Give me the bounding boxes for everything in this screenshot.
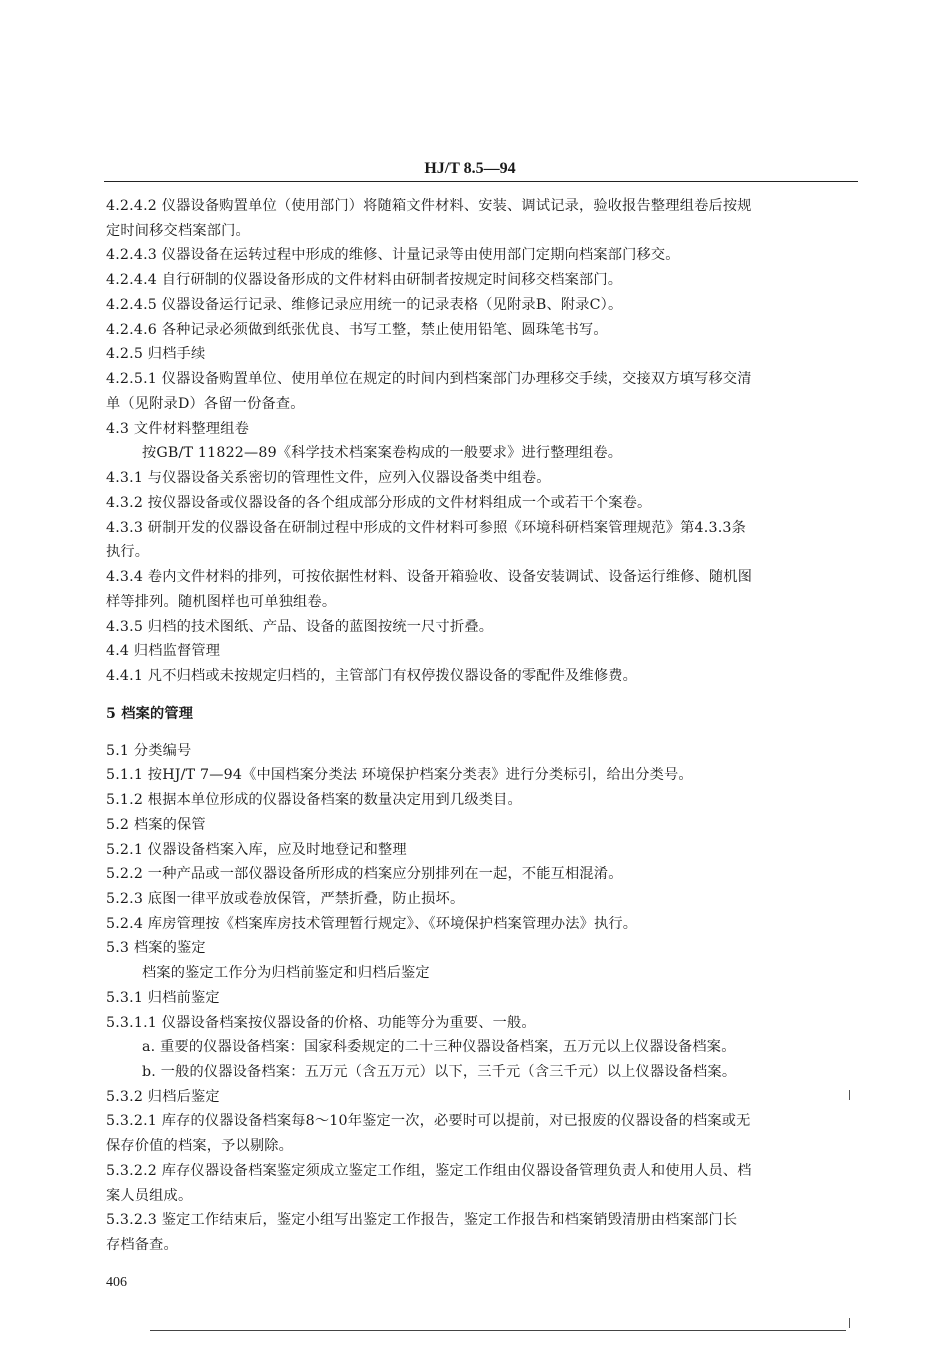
header-rule: [104, 181, 858, 182]
section-heading: 5.3 档案的鉴定: [106, 940, 206, 956]
section-heading: 4.4 归档监督管理: [106, 643, 221, 659]
section-heading: 5.1 分类编号: [106, 743, 192, 759]
text-line: 4.3.5 归档的技术图纸、产品、设备的蓝图按统一尺寸折叠。: [106, 619, 494, 635]
section-heading: 4.3 文件材料整理组卷: [106, 421, 249, 437]
text-line: 保存价值的档案，予以剔除。: [106, 1138, 294, 1154]
text-line: 4.3.1 与仪器设备关系密切的管理性文件，应列入仪器设备类中组卷。: [106, 470, 551, 486]
text-line: 4.2.4.6 各种记录必须做到纸张优良、书写工整，禁止使用铅笔、圆珠笔书写。: [106, 322, 608, 338]
chapter-heading: 5 档案的管理: [106, 706, 194, 722]
document-header: HJ/T 8.5—94: [424, 160, 516, 177]
section-heading: 5.3.2 归档后鉴定: [106, 1089, 220, 1105]
text-line: 5.3.1.1 仪器设备档案按仪器设备的价格、功能等分为重要、一般。: [106, 1015, 536, 1031]
text-line: 按GB/T 11822—89《科学技术档案案卷构成的一般要求》进行整理组卷。: [142, 445, 623, 461]
text-line: 5.1.2 根据本单位形成的仪器设备档案的数量决定用到几级类目。: [106, 792, 522, 808]
text-line: 5.3.2.2 库存仪器设备档案鉴定须成立鉴定工作组，鉴定工作组由仪器设备管理负责人和使用人员、档: [106, 1163, 752, 1179]
scan-edge-line: [150, 1330, 846, 1331]
text-line: 4.3.2 按仪器设备或仪器设备的各个组成部分形成的文件材料组成一个或若干个案卷。: [106, 495, 652, 511]
text-line: 4.3.3 研制开发的仪器设备在研制过程中形成的文件材料可参照《环境科研档案管理规范》第4.3.3条: [106, 520, 747, 536]
text-line: 5.2.2 一种产品或一部仪器设备所形成的档案应分别排列在一起，不能互相混淆。: [106, 866, 623, 882]
text-line: 样等排列。随机图样也可单独组卷。: [106, 594, 337, 610]
text-line: 档案的鉴定工作分为归档前鉴定和归档后鉴定: [142, 965, 430, 981]
text-line: 5.1.1 按HJ/T 7—94《中国档案分类法 环境保护档案分类表》进行分类标引，给出分类号。: [106, 767, 693, 783]
text-line: 4.2.4.5 仪器设备运行记录、维修记录应用统一的记录表格（见附录B、附录C）。: [106, 297, 623, 313]
text-line: 5.3.2.3 鉴定工作结束后，鉴定小组写出鉴定工作报告，鉴定工作报告和档案销毁清册由档案部门长: [106, 1212, 738, 1228]
text-line: 5.3.2.1 库存的仪器设备档案每8～10年鉴定一次，必要时可以提前，对已报废的仪器设备的档案或无: [106, 1113, 751, 1129]
text-line: 4.3.4 卷内文件材料的排列，可按依据性材料、设备开箱验收、设备安装调试、设备运行维修、随机图: [106, 569, 753, 585]
text-line: 存档备查。: [106, 1237, 178, 1253]
text-line: 执行。: [106, 544, 150, 560]
section-heading: 5.2 档案的保管: [106, 817, 206, 833]
scan-mark: [841, 1090, 850, 1100]
text-line: 案人员组成。: [106, 1188, 193, 1204]
text-line: 4.2.4.2 仪器设备购置单位（使用部门）将随箱文件材料、安装、调试记录，验收报告整理组卷后按规: [106, 198, 752, 214]
page-number: 406: [106, 1275, 127, 1290]
text-line: 4.2.5.1 仪器设备购置单位、使用单位在规定的时间内到档案部门办理移交手续，交接双方填写移交清: [106, 371, 752, 387]
text-line: 5.2.3 底图一律平放或卷放保管，严禁折叠，防止损坏。: [106, 891, 465, 907]
text-line: 5.2.1 仪器设备档案入库，应及时地登记和整理: [106, 842, 407, 858]
scan-mark: [841, 1318, 850, 1328]
text-line: 5.2.4 库房管理按《档案库房技术管理暂行规定》、《环境保护档案管理办法》执行。: [106, 916, 638, 932]
text-line: 4.2.4.4 自行研制的仪器设备形成的文件材料由研制者按规定时间移交档案部门。: [106, 272, 623, 288]
text-line: 4.2.4.3 仪器设备在运转过程中形成的维修、计量记录等由使用部门定期向档案部门移交。: [106, 247, 680, 263]
text-line: 定时间移交档案部门。: [106, 223, 250, 239]
section-heading: 5.3.1 归档前鉴定: [106, 990, 220, 1006]
section-heading: 4.2.5 归档手续: [106, 346, 206, 362]
list-item: a. 重要的仪器设备档案：国家科委规定的二十三种仪器设备档案，五万元以上仪器设备档案。: [142, 1039, 736, 1055]
text-line: 单（见附录D）各留一份备查。: [106, 396, 305, 412]
list-item: b. 一般的仪器设备档案：五万元（含五万元）以下，三千元（含三千元）以上仪器设备档案。: [142, 1064, 737, 1080]
text-line: 4.4.1 凡不归档或未按规定归档的，主管部门有权停拨仪器设备的零配件及维修费。: [106, 668, 637, 684]
